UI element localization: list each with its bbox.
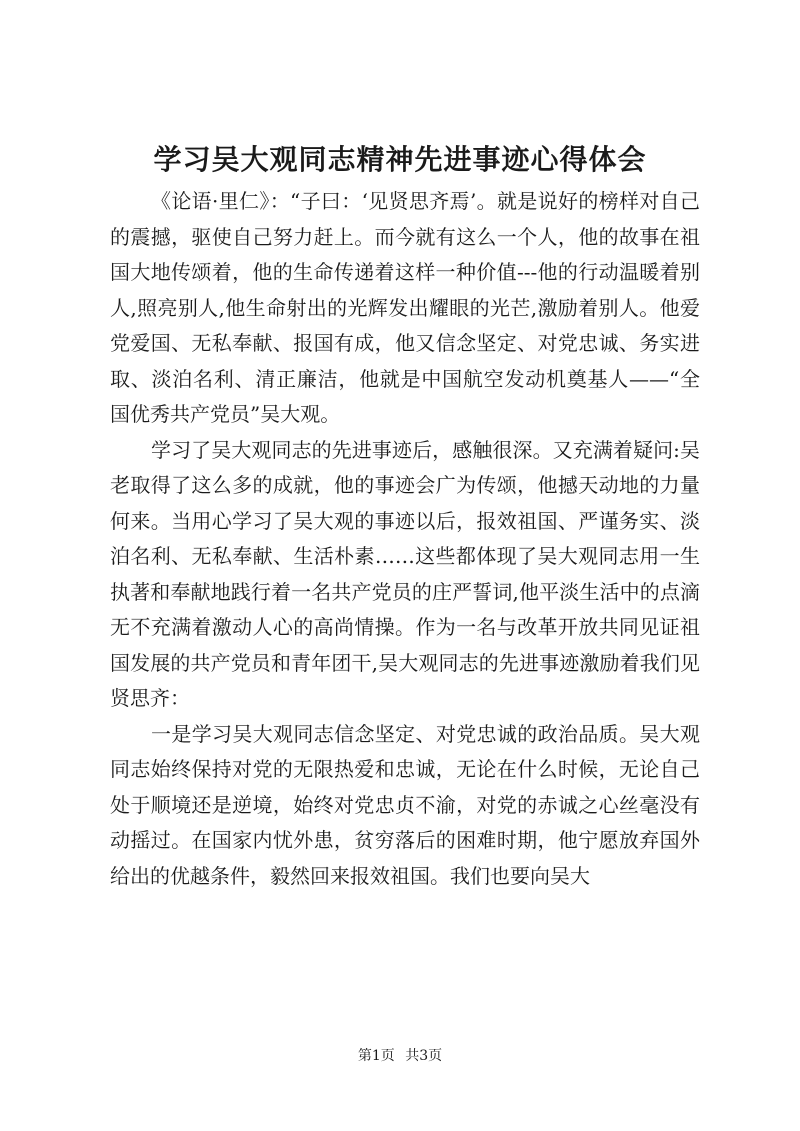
paragraph-1: 《论语·里仁》：“子曰：‘见贤思齐焉’。就是说好的榜样对自己的震撼，驱使自己努力赶上。而今就有这么一个人，他的故事在祖国大地传颂着，他的生命传递着这样一种价值---他的行动温暖着别人,照亮别人,他生命射出的光辉发出耀眼的光芒,激励着别人。他爱党爱国、无私奉献、报国有成，他又信念坚定、对党忠诚、务实进取、淡泊名利、清正廉洁，他就是中国航空发动机奠基人——“全国优秀共产党员”吴大观。 [110,189,700,426]
document-body [110,184,700,894]
page-footer [0,1046,800,1066]
paragraph-3: 一是学习吴大观同志信念坚定、对党忠诚的政治品质。吴大观同志始终保持对党的无限热爱和忠诚，无论在什么时候，无论自己处于顺境还是逆境，始终对党忠贞不渝，对党的赤诚之心丝毫没有动摇过。在国家内忧外患，贫穷落后的困难时期，他宁愿放弃国外给出的优越条件，毅然回来报效祖国。我们也要向吴大 [110,721,700,888]
document-title: 学习吴大观同志精神先进事迹心得体会 [153,143,647,176]
page-number: 第1页 [357,1048,395,1064]
page-total: 共3页 [405,1048,443,1064]
paragraph-2: 学习了吴大观同志的先进事迹后，感触很深。又充满着疑问:吴老取得了这么多的成就，他的事迹会广为传颂，他撼天动地的力量何来。当用心学习了吴大观的事迹以后，报效祖国、严谨务实、淡泊名利、无私奉献、生活朴素……这些都体现了吴大观同志用一生执著和奉献地践行着一名共产党员的庄严誓词,他平淡生活中的点滴无不充满着激动人心的高尚情操。作为一名与改革开放共同见证祖国发展的共产党员和青年团干,吴大观同志的先进事迹激励着我们见贤思齐： [110,437,700,710]
